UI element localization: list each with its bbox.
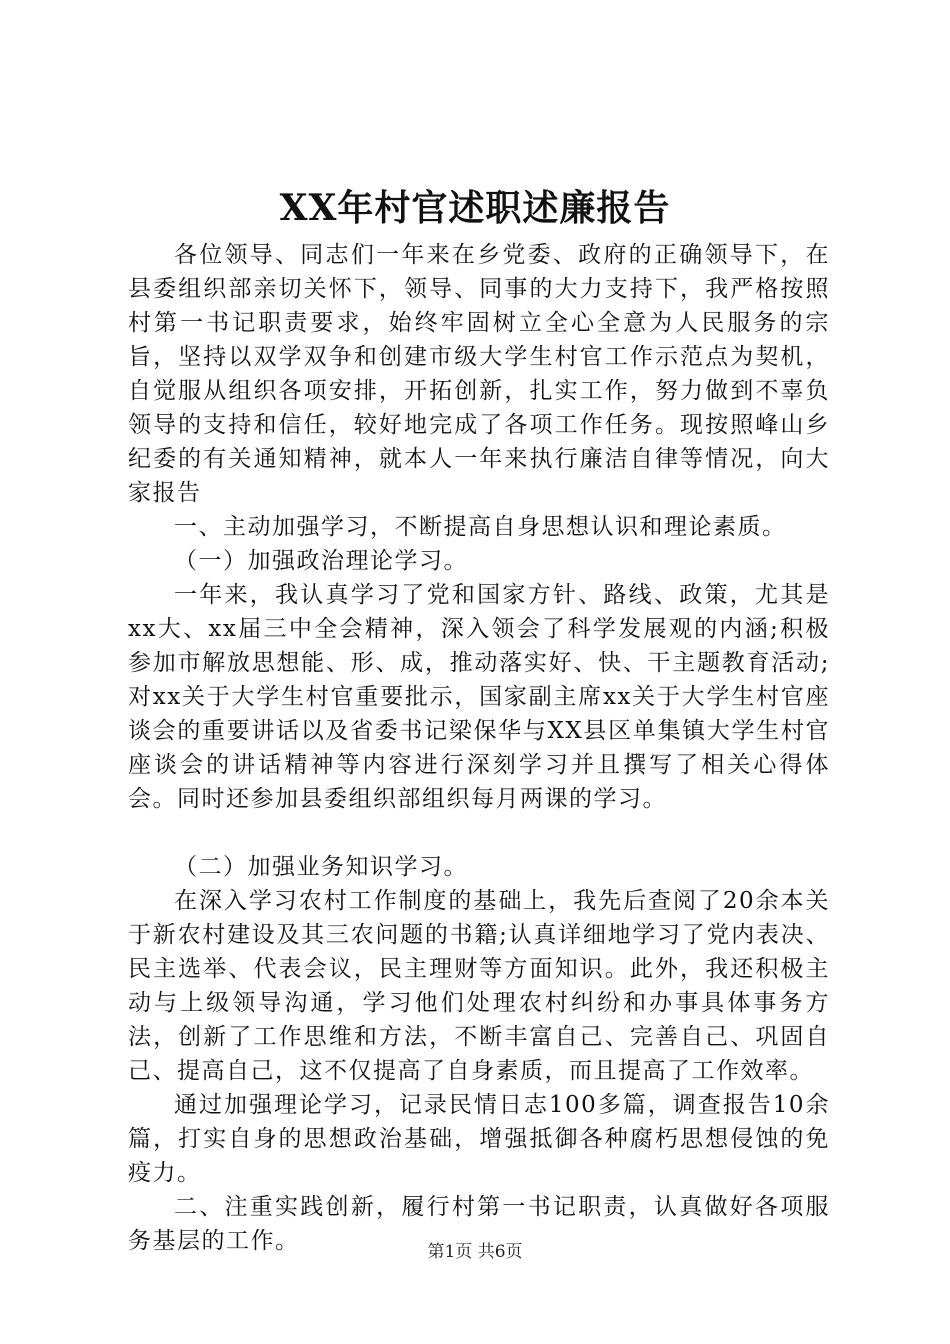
section-heading-1: 一、主动加强学习，不断提高自身思想认识和理论素质。 [174, 514, 787, 540]
paragraph-intro: 各位领导、同志们一年来在乡党委、政府的正确领导下，在县委组织部亲切关怀下，领导、同事的大力支持下，我严格按照村第一书记职责要求，始终牢固树立全心全意为人民服务的宗旨，坚持以双学双争和创建市级大学生村官工作示范点为契机，自觉服从组织各项安排，开拓创新，扎实工作，努力做到不辜负领导的支持和信任，较好地完成了各项工作任务。现按照峰山乡纪委的有关通知精神，就本人一年来执行廉洁自律等情况，向大家报告 [128, 242, 830, 506]
page-number-footer: 第1页 共6页 [427, 1242, 523, 1262]
document-title: XX年村官述职述廉报告 [279, 187, 671, 229]
paragraph-business-study: 在深入学习农村工作制度的基础上，我先后查阅了20余本关于新农村建设及其三农问题的书籍;认真详细地学习了党内表决、民主选举、代表会议，民主理财等方面知识。此外，我还积极主动与上级领导沟通，学习他们处理农村纠纷和办事具体事务方法，创新了工作思维和方法，不断丰富自己、完善自己、巩固自己、提高自己，这不仅提高了自身素质，而且提高了工作效率。 [128, 888, 830, 1084]
section-heading-2: 二、注重实践创新，履行村第一书记职责，认真做好各项服务基层的工作。 [128, 1194, 830, 1254]
document-body [128, 238, 830, 1258]
paragraph-study-results: 通过加强理论学习，记录民情日志100多篇，调查报告10余篇，打实自身的思想政治基础，增强抵御各种腐朽思想侵蚀的免疫力。 [128, 1092, 830, 1186]
subsection-heading-2: （二）加强业务知识学习。 [174, 854, 468, 880]
subsection-heading-1: （一）加强政治理论学习。 [174, 548, 468, 574]
paragraph-political-study: 一年来，我认真学习了党和国家方针、路线、政策，尤其是xx大、xx届三中全会精神，深入领会了科学发展观的内涵;积极参加市解放思想能、形、成，推动落实好、快、干主题教育活动;对xx关于大学生村官重要批示，国家副主席xx关于大学生村官座谈会的重要讲话以及省委书记梁保华与XX县区单集镇大学生村官座谈会的讲话精神等内容进行深刻学习并且撰写了相关心得体会。同时还参加县委组织部组织每月两课的学习。 [128, 582, 830, 812]
